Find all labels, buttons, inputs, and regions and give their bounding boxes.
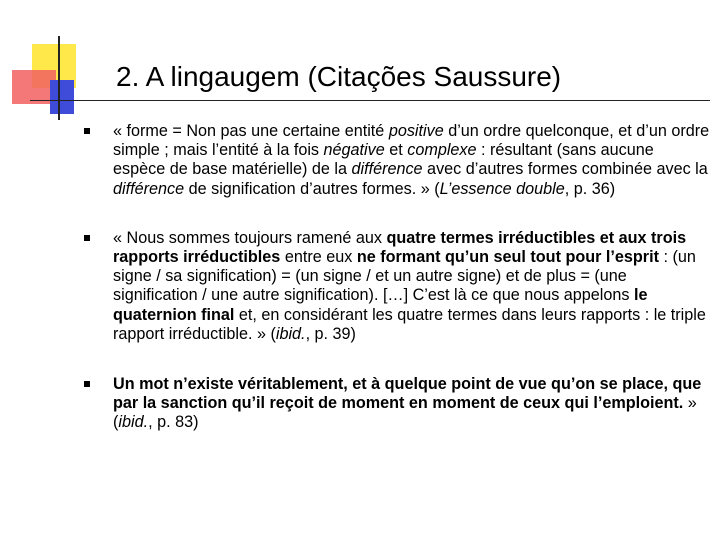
- text-segment: « forme = Non pas une certaine entité: [113, 122, 389, 140]
- bold-text: Un mot n’existe véritablement, et à quelque point de vue qu’on se place, que par la sanction qu’il reçoit de moment en moment de ceux qui l’emploient.: [113, 375, 702, 413]
- text-segment: , p. 36): [564, 179, 616, 198]
- italic-text: L’essence double: [439, 179, 565, 198]
- italic-text: différence: [113, 179, 185, 198]
- bullet-item: [84, 122, 710, 199]
- bullet-square-icon: [84, 128, 90, 134]
- text-segment: de signification d’autres formes. » (: [184, 179, 440, 198]
- text-segment: d’un ordre quelconque, et d’un ordre simple ; mais l’entité à la fois: [113, 122, 710, 160]
- bold-text: quatre termes irréductibles et aux trois rapports irréductibles: [113, 228, 687, 267]
- text-segment: , p. 39): [305, 324, 356, 343]
- italic-text: complexe: [407, 141, 477, 160]
- text-segment: : (un signe / sa signification) = (un signe / et un autre signe) et de plus = (une signification / une autre signification). […] C’est là ce que nous appelons: [113, 248, 696, 305]
- bold-text: ne formant qu’un seul tout pour l’esprit: [356, 248, 659, 267]
- bold-text: le quaternion final: [113, 286, 648, 324]
- bullet-text: [113, 122, 709, 198]
- bullet-square-icon: [84, 235, 90, 241]
- italic-text: différence: [351, 160, 423, 179]
- text-segment: entre eux: [280, 248, 357, 267]
- title-divider: [30, 100, 710, 101]
- text-segment: : résultant (sans aucune espèce de base matérielle) de la: [113, 141, 654, 179]
- text-segment: et, en considérant les quatre termes dans leurs rapports : le triple rapport irréductible. » (: [113, 305, 706, 343]
- italic-text: ibid.: [275, 324, 306, 343]
- italic-text: négative: [323, 141, 385, 160]
- bullet-text: [113, 375, 701, 431]
- bullet-item: [84, 375, 710, 433]
- text-segment: , p. 83): [148, 413, 199, 432]
- slide-title: 2. A lingaugem (Citações Saussure): [116, 61, 562, 92]
- decor-blue-square: [50, 80, 74, 114]
- italic-text: ibid.: [118, 413, 149, 432]
- text-segment: » (: [113, 394, 697, 432]
- bullet-list: [84, 122, 710, 433]
- text-segment: et: [384, 141, 408, 160]
- bullet-text: [113, 229, 706, 343]
- italic-text: positive: [388, 122, 444, 140]
- text-segment: « Nous sommes toujours ramené aux: [113, 228, 387, 247]
- text-segment: avec d’autres formes combinée avec la: [422, 160, 708, 179]
- bullet-square-icon: [84, 381, 90, 387]
- bullet-item: [84, 229, 710, 344]
- decor-vertical-line: [58, 36, 60, 120]
